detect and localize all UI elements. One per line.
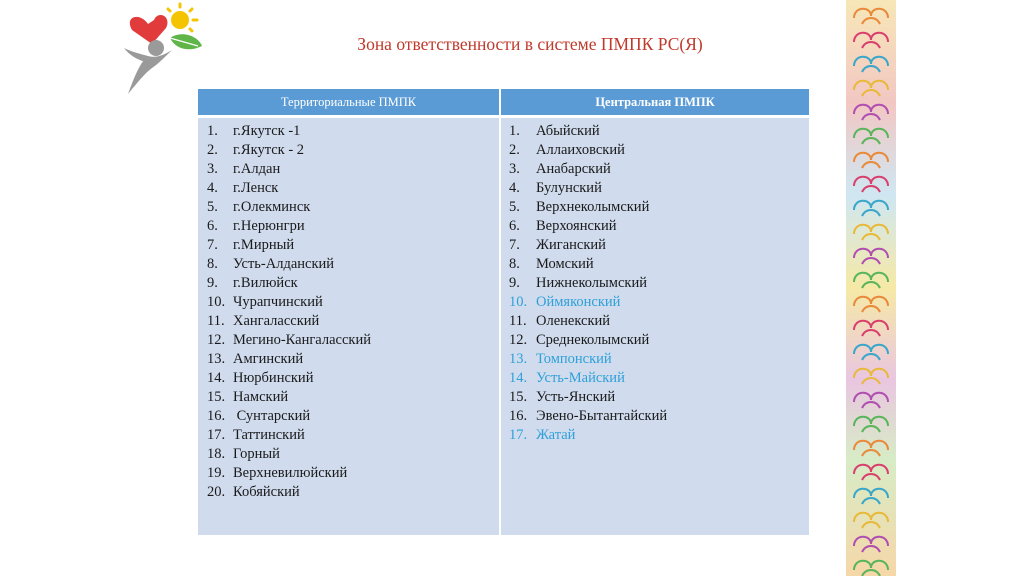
item-number: 7. [509,237,520,253]
item-text: Аллаиховский [536,142,625,158]
list-item [501,369,809,388]
list-item [501,179,809,198]
item-number: 15. [509,389,528,405]
list-item [198,407,499,426]
list-item [198,312,499,331]
ornament-motif [854,345,888,360]
item-number: 16. [509,408,528,424]
item-number: 12. [207,332,226,348]
list-item [198,483,499,502]
item-number: 16. [207,408,226,424]
list-item [198,255,499,274]
item-text: Нюрбинский [233,370,314,386]
list-item [198,293,499,312]
item-number: 4. [207,180,218,196]
heart-icon [130,15,168,44]
item-text: Томпонский [536,351,612,367]
item-number: 8. [509,256,520,272]
ornament-motif [854,489,888,504]
item-number: 10. [207,294,226,310]
list-item [198,274,499,293]
item-number: 17. [207,427,226,443]
list-item [198,122,499,141]
item-number: 3. [207,161,218,177]
ornament-motif [854,417,888,432]
item-text: Анабарский [536,161,611,177]
list-item [501,141,809,160]
header-central: Центральная ПМПК [499,89,809,117]
list-item [501,331,809,350]
item-text: г.Алдан [233,161,281,177]
item-text: г.Ленск [233,180,279,196]
item-text: Чурапчинский [233,294,323,310]
item-text: Сунтарский [233,408,311,424]
item-text: Жиганский [536,237,606,253]
ornament-motif [854,81,888,96]
item-number: 13. [509,351,528,367]
list-item [198,198,499,217]
list-item [501,255,809,274]
list-item [501,312,809,331]
item-text: Усть-Янский [536,389,616,405]
ornament-motif [854,105,888,120]
list-item [501,426,809,445]
list-item [198,236,499,255]
decorative-ornament-border [846,0,896,576]
item-number: 18. [207,446,226,462]
item-number: 6. [207,218,218,234]
item-number: 19. [207,465,226,481]
ornament-motif [854,57,888,72]
ornament-motif [854,33,888,48]
item-text: Абыйский [536,123,600,139]
item-text: Оймяконский [536,294,621,310]
territorial-column [198,117,499,535]
item-number: 20. [207,484,226,500]
item-text: г.Якутск - 2 [233,142,305,158]
item-number: 9. [509,275,520,291]
item-text: Хангаласский [233,313,320,329]
item-text: г.Олекминск [233,199,311,215]
item-text: Таттинский [233,427,305,443]
item-number: 17. [509,427,528,443]
item-number: 14. [509,370,528,386]
item-text: Верхнеколымский [536,199,650,215]
responsibility-table [198,89,809,535]
item-number: 14. [207,370,226,386]
person-icon [124,40,172,94]
item-number: 2. [207,142,218,158]
item-text: Усть-Алданский [233,256,335,272]
item-number: 6. [509,218,520,234]
ornament-motif [854,9,888,24]
item-number: 11. [509,313,527,329]
item-number: 5. [207,199,218,215]
item-text: Момский [536,256,594,272]
item-text: г.Мирный [233,237,295,253]
ornament-motif [854,273,888,288]
item-text: Жатай [536,427,576,443]
item-text: Среднеколымский [536,332,650,348]
item-text: Верхоянский [536,218,617,234]
ornament-motif [854,153,888,168]
ornament-motif [854,369,888,384]
ornament-motif [854,321,888,336]
item-number: 1. [509,123,520,139]
item-number: 11. [207,313,225,329]
item-text: Оленекский [536,313,611,329]
item-text: Амгинский [233,351,304,367]
item-number: 13. [207,351,226,367]
central-column [499,117,809,535]
list-item [501,160,809,179]
list-item [198,331,499,350]
ornament-motif [854,225,888,240]
item-number: 8. [207,256,218,272]
list-item [501,217,809,236]
ornament-motif [854,393,888,408]
central-list [501,122,809,445]
item-text: Нижнеколымский [536,275,647,291]
logo [118,2,210,98]
page-title: Зона ответственности в системе ПМПК РС(Я) [357,34,703,54]
item-text: Кобяйский [233,484,300,500]
item-number: 7. [207,237,218,253]
territorial-list [198,122,499,502]
list-item [501,122,809,141]
list-item [198,445,499,464]
list-item [501,274,809,293]
item-text: Усть-Майский [536,370,625,386]
sun-icon [168,4,197,31]
item-number: 9. [207,275,218,291]
list-item [198,160,499,179]
leaf-icon [170,34,202,49]
list-item [501,198,809,217]
ornament-motif [854,441,888,456]
item-text: Верхневилюйский [233,465,348,481]
list-item [198,388,499,407]
ornament-motif [854,561,888,576]
ornament-motif [854,129,888,144]
ornament-motif [854,297,888,312]
item-number: 12. [509,332,528,348]
item-text: Намский [233,389,289,405]
list-item [501,236,809,255]
list-item [198,350,499,369]
item-number: 15. [207,389,226,405]
item-text: г.Нерюнгри [233,218,305,234]
list-item [198,464,499,483]
ornament-motif [854,201,888,216]
list-item [198,179,499,198]
list-item [198,217,499,236]
item-number: 2. [509,142,520,158]
item-number: 3. [509,161,520,177]
list-item [198,426,499,445]
ornament-motif [854,177,888,192]
list-item [198,141,499,160]
item-text: Эвено-Бытантайский [536,408,668,424]
list-item [501,407,809,426]
ornament-motif [854,249,888,264]
list-item [501,388,809,407]
list-item [501,350,809,369]
item-number: 1. [207,123,218,139]
item-number: 10. [509,294,528,310]
list-item [501,293,809,312]
ornament-motif [854,465,888,480]
item-text: Горный [233,446,280,462]
ornament-motif [854,537,888,552]
item-text: г.Якутск -1 [233,123,301,139]
item-number: 4. [509,180,520,196]
header-territorial: Территориальные ПМПК [198,89,499,117]
item-number: 5. [509,199,520,215]
item-text: г.Вилюйск [233,275,298,291]
ornament-motif [854,513,888,528]
item-text: Мегино-Кангаласский [233,332,371,348]
list-item [198,369,499,388]
item-text: Булунский [536,180,602,196]
